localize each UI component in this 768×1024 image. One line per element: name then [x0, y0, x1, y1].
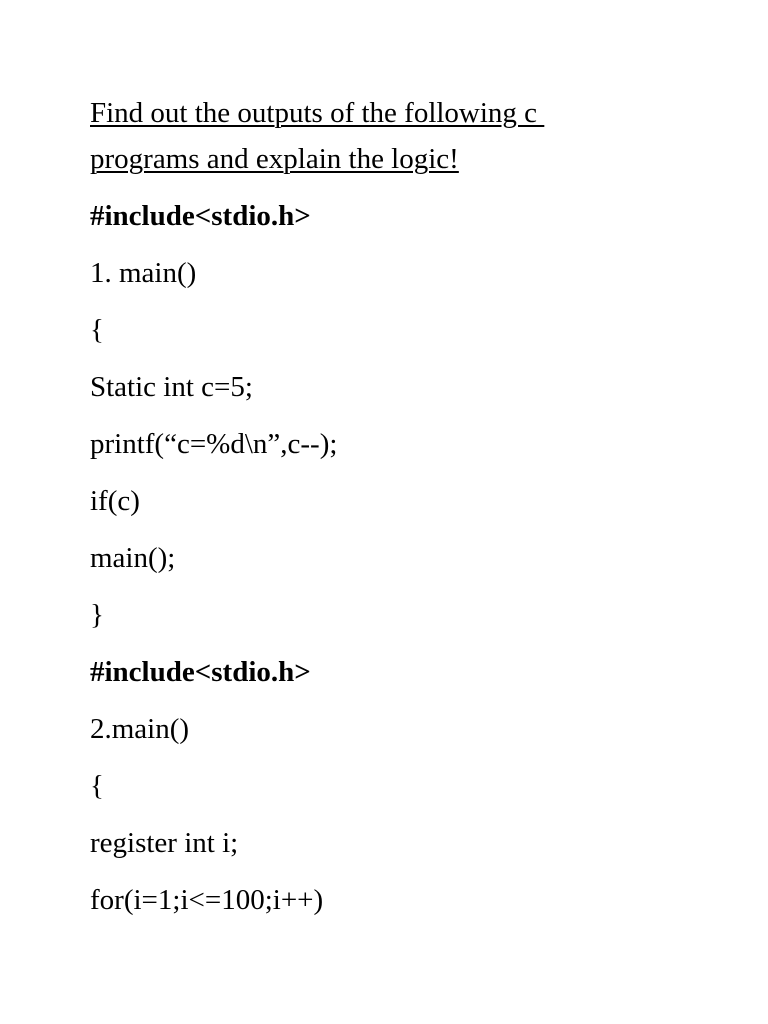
program-1-main: 1. main() — [90, 257, 197, 289]
program-1-static-decl: Static int c=5; — [90, 371, 253, 403]
program-1-if: if(c) — [90, 485, 140, 517]
include-directive-1: #include<stdio.h> — [90, 200, 311, 232]
program-2-register-decl: register int i; — [90, 827, 239, 859]
heading-line-2: programs and explain the logic! — [90, 143, 459, 175]
include-directive-2: #include<stdio.h> — [90, 656, 311, 688]
program-2-main: 2.main() — [90, 713, 190, 745]
program-2-for-loop: for(i=1;i<=100;i++) — [90, 884, 324, 916]
program-2-open-brace: { — [90, 770, 104, 802]
program-1-open-brace: { — [90, 314, 104, 346]
program-1-main-call: main(); — [90, 542, 176, 574]
heading-line-1: Find out the outputs of the following c — [90, 97, 545, 129]
program-1-printf: printf(“c=%d\n”,c--); — [90, 428, 338, 460]
program-1-close-brace: } — [90, 599, 104, 631]
